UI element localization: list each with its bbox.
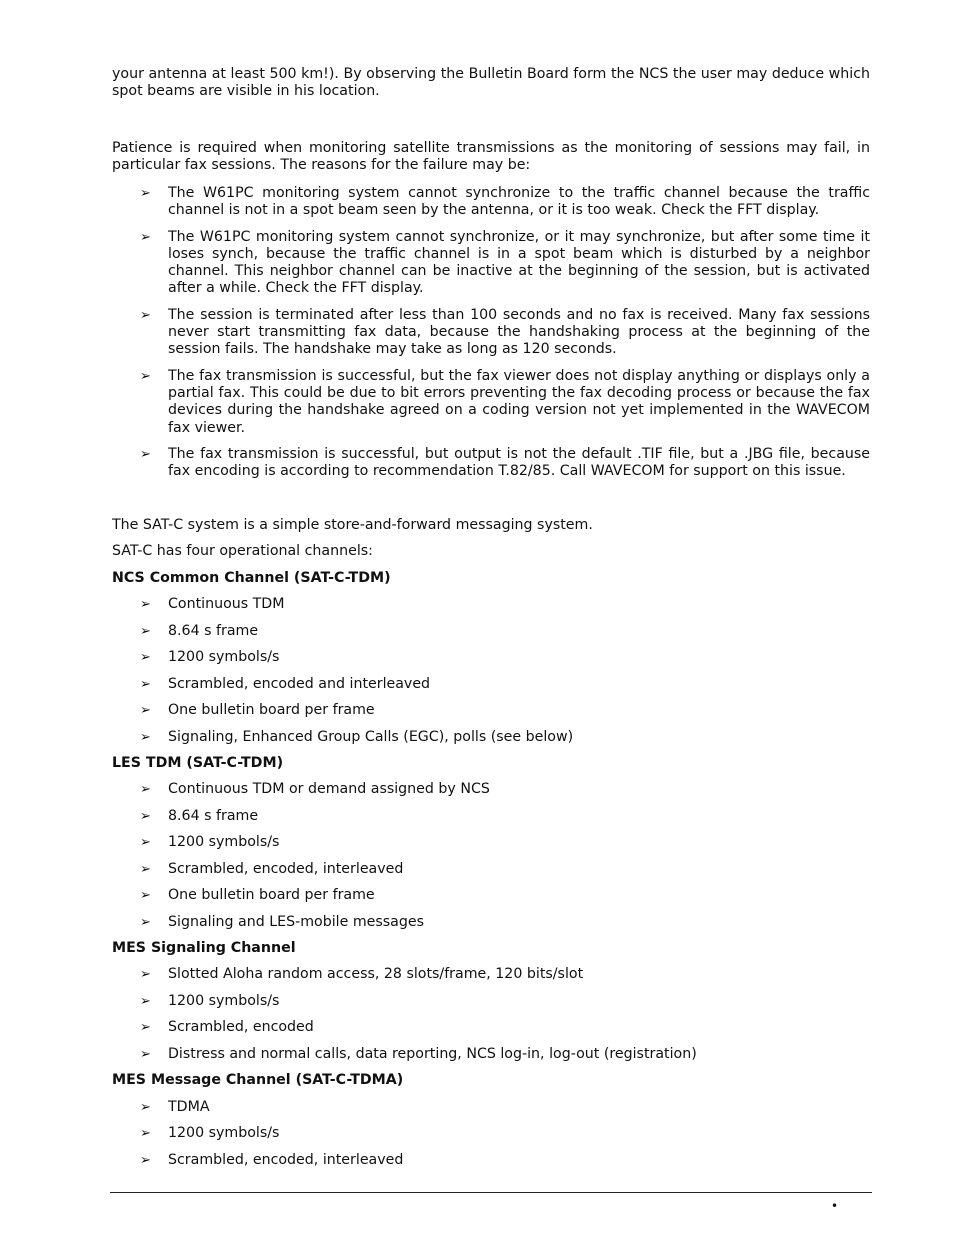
list-item [112, 834, 870, 860]
arrow-bullet-icon: ➢ [140, 888, 151, 904]
list-item [112, 623, 870, 649]
patience-paragraph: Patience is required when monitoring satellite transmissions as the monitoring of sessions may fail, in particular fax sessions. The reasons for the failure may be: [112, 140, 870, 174]
list-item [112, 307, 870, 359]
list-item [112, 914, 870, 940]
list-item-text: 1200 symbols/s [168, 834, 280, 851]
failure-reasons-list [112, 185, 870, 489]
list-item-text: Signaling, Enhanced Group Calls (EGC), polls (see below) [168, 728, 574, 745]
arrow-bullet-icon: ➢ [140, 993, 151, 1009]
list-item-text: Continuous TDM [168, 596, 285, 613]
arrow-bullet-icon: ➢ [140, 1020, 151, 1036]
list-item-text: One bulletin board per frame [168, 702, 375, 719]
list-item-text: The W61PC monitoring system cannot synchronize to the traffic channel because the traffic channel is not in a spot beam seen by the antenna, or it is too weak. Check the FFT display. [168, 185, 870, 219]
satc-intro: The SAT-C system is a simple store-and-forward messaging system. [112, 517, 593, 533]
list-item-text: Slotted Aloha random access, 28 slots/frame, 120 bits/slot [168, 966, 584, 983]
list-item-text: Scrambled, encoded, interleaved [168, 1151, 404, 1168]
list-item [112, 368, 870, 437]
list-item [112, 861, 870, 887]
list-item-text: 1200 symbols/s [168, 992, 280, 1009]
arrow-bullet-icon: ➢ [140, 782, 151, 798]
list-item [112, 808, 870, 834]
intro-paragraph: your antenna at least 500 km!). By observing the Bulletin Board form the NCS the user may deduce which spot beams are visible in his location. [112, 66, 870, 100]
list-item [112, 887, 870, 913]
list-item-text: Scrambled, encoded [168, 1019, 314, 1036]
arrow-bullet-icon: ➢ [140, 597, 151, 613]
arrow-bullet-icon: ➢ [140, 186, 151, 201]
list-item [112, 781, 870, 807]
list-item [112, 229, 870, 298]
arrow-bullet-icon: ➢ [140, 729, 151, 745]
list-item-text: TDMA [168, 1098, 210, 1115]
list-item [112, 649, 870, 675]
list-item-text: 1200 symbols/s [168, 649, 280, 666]
list-item-text: Continuous TDM or demand assigned by NCS [168, 781, 490, 798]
footer-divider [110, 1192, 872, 1193]
list-item [112, 676, 870, 702]
arrow-bullet-icon: ➢ [140, 808, 151, 824]
arrow-bullet-icon: ➢ [140, 650, 151, 666]
arrow-bullet-icon: ➢ [140, 835, 151, 851]
section-heading: MES Message Channel (SAT-C-TDMA) [112, 1072, 404, 1089]
arrow-bullet-icon: ➢ [140, 676, 151, 692]
list-item-text: Distress and normal calls, data reporting, NCS log-in, log-out (registration) [168, 1045, 697, 1062]
list-item [112, 993, 870, 1019]
section-heading: LES TDM (SAT-C-TDM) [112, 754, 284, 771]
list-item [112, 1152, 870, 1178]
arrow-bullet-icon: ➢ [140, 914, 151, 930]
section-heading: MES Signaling Channel [112, 940, 296, 956]
section-heading: NCS Common Channel (SAT-C-TDM) [112, 569, 391, 586]
list-item-text: One bulletin board per frame [168, 887, 375, 904]
arrow-bullet-icon: ➢ [140, 446, 151, 462]
arrow-bullet-icon: ➢ [140, 623, 151, 639]
list-item [112, 596, 870, 622]
list-item [112, 1125, 870, 1151]
arrow-bullet-icon: ➢ [140, 861, 151, 877]
arrow-bullet-icon: ➢ [140, 368, 151, 384]
list-item-text: 8.64 s frame [168, 807, 259, 824]
arrow-bullet-icon: ➢ [140, 703, 151, 719]
list-item [112, 446, 870, 481]
list-item [112, 185, 870, 220]
arrow-bullet-icon: ➢ [140, 1126, 151, 1142]
arrow-bullet-icon: ➢ [140, 307, 151, 323]
list-item-text: The fax transmission is successful, but the fax viewer does not display anything or displays only a partial fax. This could be due to bit errors preventing the fax decoding process or because the fax devices during the handshake agreed on a coding version not yet implemented in the WAVECOM fax viewer. [168, 367, 870, 436]
list-item [112, 729, 870, 755]
list-item-text: The W61PC monitoring system cannot synchronize, or it may synchronize, but after some time it loses synch, because the traffic channel is in a spot beam which is disturbed by a neighbor channel. This neighbor channel can be inactive at the beginning of the session, but is activated after a while. Check the FFT display. [168, 228, 870, 297]
list-item-text: Scrambled, encoded, interleaved [168, 860, 404, 877]
arrow-bullet-icon: ➢ [140, 967, 151, 983]
list-item-text: 1200 symbols/s [168, 1125, 280, 1142]
list-item-text: The fax transmission is successful, but output is not the default .TIF file, but a .JBG file, because fax encoding is according to recommendation T.82/85. Call WAVECOM for support on this issue. [168, 445, 870, 480]
list-item [112, 1099, 870, 1125]
list-item-text: Scrambled, encoded and interleaved [168, 675, 431, 692]
list-item [112, 966, 870, 992]
list-item [112, 1046, 870, 1072]
footer-bullet: • [831, 1199, 839, 1213]
list-item-text: 8.64 s frame [168, 622, 259, 639]
list-item-text: The session is terminated after less than 100 seconds and no fax is received. Many fax sessions never start transmitting fax data, because the handshaking process at the beginning of the session fails. The handshake may take as long as 120 seconds. [168, 306, 870, 358]
satc-section [112, 517, 870, 1178]
arrow-bullet-icon: ➢ [140, 1099, 151, 1115]
list-item [112, 1019, 870, 1045]
list-item-text: Signaling and LES-mobile messages [168, 913, 425, 930]
channels-intro: SAT-C has four operational channels: [112, 543, 373, 560]
list-item [112, 702, 870, 728]
arrow-bullet-icon: ➢ [140, 1046, 151, 1062]
arrow-bullet-icon: ➢ [140, 1152, 151, 1168]
arrow-bullet-icon: ➢ [140, 229, 151, 245]
